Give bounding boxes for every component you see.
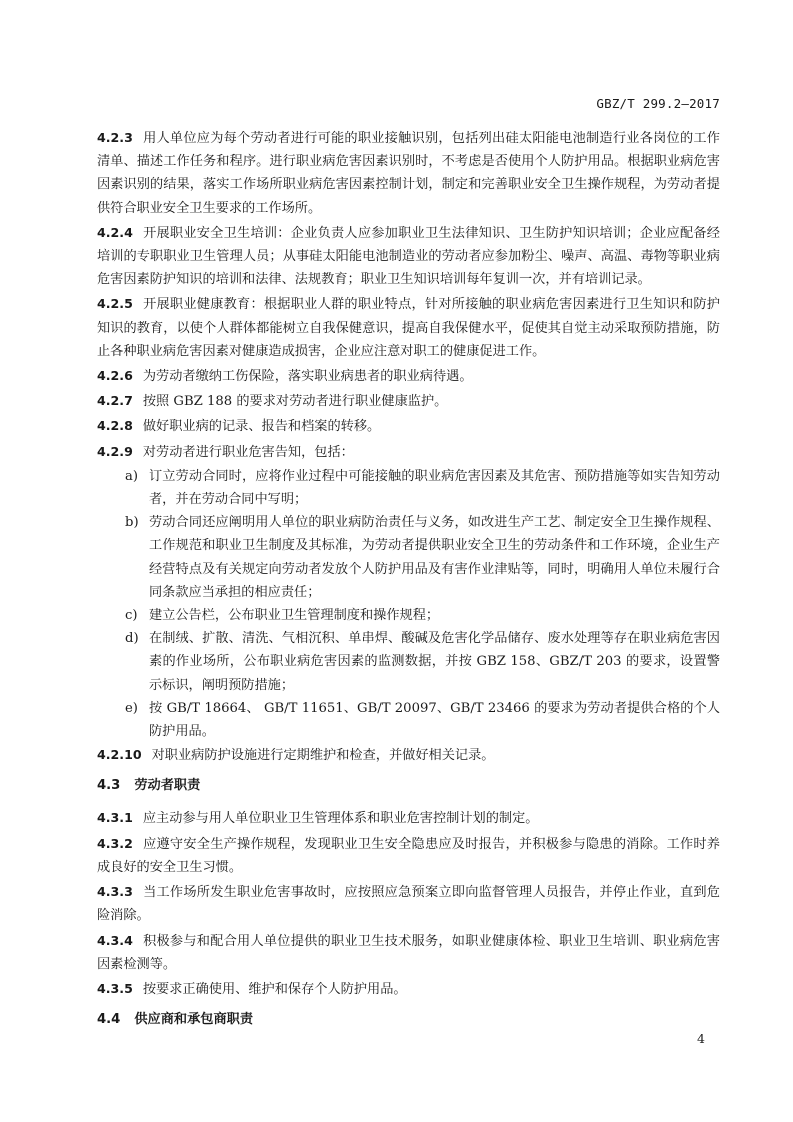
clause-number: 4.2.9 bbox=[97, 443, 133, 459]
clause-4-2-8 bbox=[97, 414, 720, 438]
list-marker: c) bbox=[125, 608, 138, 624]
clause-text: 用人单位应为每个劳动者进行可能的职业接触识别，包括列出硅太阳能电池制造行业各岗位的工作清单、描述工作任务和程序。进行职业病危害因素识别时，不考虑是否使用个人防护用品。根据职业病危害因素识别的结果，落实工作场所职业病危害因素控制计划，制定和完善职业安全卫生操作规程，为劳动者提供符合职业安全卫生要求的工作场所。 bbox=[97, 131, 720, 216]
list-item-text: 订立劳动合同时，应将作业过程中可能接触的职业病危害因素及其危害、预防措施等如实告知劳动者，并在劳动合同中写明； bbox=[149, 468, 720, 508]
clause-text: 为劳动者缴纳工伤保险，落实职业病患者的职业病待遇。 bbox=[142, 369, 473, 385]
section-title: 劳动者职责 bbox=[134, 778, 201, 794]
page-body bbox=[97, 126, 720, 1040]
list-marker: b) bbox=[125, 515, 139, 531]
clause-number: 4.3.3 bbox=[97, 884, 133, 900]
section-heading-4-3 bbox=[97, 775, 720, 797]
list-item-text: 建立公告栏，公布职业卫生管理制度和操作规程； bbox=[149, 608, 440, 624]
list-marker: e) bbox=[125, 700, 138, 716]
list-item-text: 在制绒、扩散、清洗、气相沉积、单串焊、酸碱及危害化学品储存、废水处理等存在职业病危害因素的作业场所，公布职业病危害因素的监测数据，并按 GBZ 158、GBZ/T 203 的要求，设置警示标识，阐明预防措施； bbox=[149, 631, 720, 693]
list-marker: d) bbox=[125, 631, 139, 647]
clause-4-3-4 bbox=[97, 929, 720, 976]
clause-number: 4.2.6 bbox=[97, 368, 133, 384]
clause-number: 4.2.4 bbox=[97, 224, 133, 240]
clause-number: 4.2.7 bbox=[97, 393, 133, 409]
list-marker: a) bbox=[125, 468, 139, 484]
clause-text: 开展职业健康教育：根据职业人群的职业特点，针对所接触的职业病危害因素进行卫生知识和防护知识的教育，以使个人群体都能树立自我保健意识，提高自我保健水平，促使其自觉主动采取预防措施，防止各种职业病危害因素对健康造成损害，企业应注意对职工的健康促进工作。 bbox=[97, 297, 720, 359]
clause-4-2-9 bbox=[97, 440, 720, 464]
clause-text: 对劳动者进行职业危害告知，包括： bbox=[142, 444, 354, 460]
list-item bbox=[97, 511, 720, 604]
clause-number: 4.3.2 bbox=[97, 835, 133, 851]
list-item bbox=[97, 697, 720, 743]
clause-text: 开展职业安全卫生培训：企业负责人应参加职业卫生法律知识、卫生防护知识培训；企业应配备经培训的专职职业卫生管理人员；从事硅太阳能电池制造业的劳动者应参加粉尘、噪声、高温、毒物等职业病危害因素防护知识的培训和法律、法规教育；职业卫生知识培训每年复训一次，并有培训记录。 bbox=[97, 225, 720, 288]
list-item bbox=[97, 627, 720, 697]
section-title: 供应商和承包商职责 bbox=[134, 1012, 254, 1028]
section-number: 4.4 bbox=[97, 1012, 121, 1028]
clause-text: 应主动参与用人单位职业卫生管理体系和职业危害控制计划的制定。 bbox=[142, 811, 539, 827]
clause-4-3-1 bbox=[97, 806, 720, 830]
clause-number: 4.2.5 bbox=[97, 296, 133, 312]
clause-text: 做好职业病的记录、报告和档案的转移。 bbox=[142, 419, 381, 435]
clause-number: 4.2.10 bbox=[97, 747, 142, 763]
clause-number: 4.2.8 bbox=[97, 418, 133, 434]
clause-4-3-3 bbox=[97, 880, 720, 927]
section-heading-4-4 bbox=[97, 1009, 720, 1031]
document-code: GBZ/T 299.2—2017 bbox=[596, 96, 720, 111]
list-item-text: 按 GB/T 18664、 GB/T 11651、GB/T 20097、GB/T 23466 的要求为劳动者提供合格的个人防护用品。 bbox=[149, 700, 720, 740]
clause-text: 按要求正确使用、维护和保存个人防护用品。 bbox=[142, 981, 407, 997]
clause-4-2-10 bbox=[97, 743, 720, 767]
clause-4-2-4 bbox=[97, 221, 720, 292]
list-item bbox=[97, 604, 720, 627]
clause-text: 按照 GBZ 188 的要求对劳动者进行职业健康监护。 bbox=[142, 394, 448, 410]
clause-number: 4.3.4 bbox=[97, 932, 133, 948]
page-number: 4 bbox=[697, 1031, 705, 1046]
clause-number: 4.3.1 bbox=[97, 810, 133, 826]
clause-text: 当工作场所发生职业危害事故时，应按照应急预案立即向监督管理人员报告，并停止作业，直到危险消除。 bbox=[97, 885, 720, 924]
clause-text: 积极参与和配合用人单位提供的职业卫生技术服务，如职业健康体检、职业卫生培训、职业病危害因素检测等。 bbox=[97, 933, 720, 972]
clause-text: 对职业病防护设施进行定期维护和检查，并做好相关记录。 bbox=[151, 748, 495, 764]
clause-4-2-6 bbox=[97, 364, 720, 388]
list-item-text: 劳动合同还应阐明用人单位的职业病防治责任与义务，如改进生产工艺、制定安全卫生操作规程、工作规范和职业卫生制度及其标准，为劳动者提供职业安全卫生的劳动条件和工作环境，企业生产经营特点及有关规定向劳动者发放个人防护用品及有害作业津贴等，同时，明确用人单位未履行合同条款应当承担的相应责任； bbox=[149, 515, 720, 600]
clause-number: 4.3.5 bbox=[97, 980, 133, 996]
list-item bbox=[97, 465, 720, 511]
section-number: 4.3 bbox=[97, 778, 121, 794]
clause-4-3-5 bbox=[97, 977, 720, 1001]
clause-4-2-7 bbox=[97, 389, 720, 413]
clause-4-3-2 bbox=[97, 832, 720, 879]
notification-list bbox=[97, 465, 720, 743]
clause-4-2-5 bbox=[97, 292, 720, 363]
clause-text: 应遵守安全生产操作规程，发现职业卫生安全隐患应及时报告，并积极参与隐患的消除。工作时养成良好的安全卫生习惯。 bbox=[97, 836, 720, 875]
clause-number: 4.2.3 bbox=[97, 130, 133, 145]
clause-4-2-3 bbox=[97, 126, 720, 220]
